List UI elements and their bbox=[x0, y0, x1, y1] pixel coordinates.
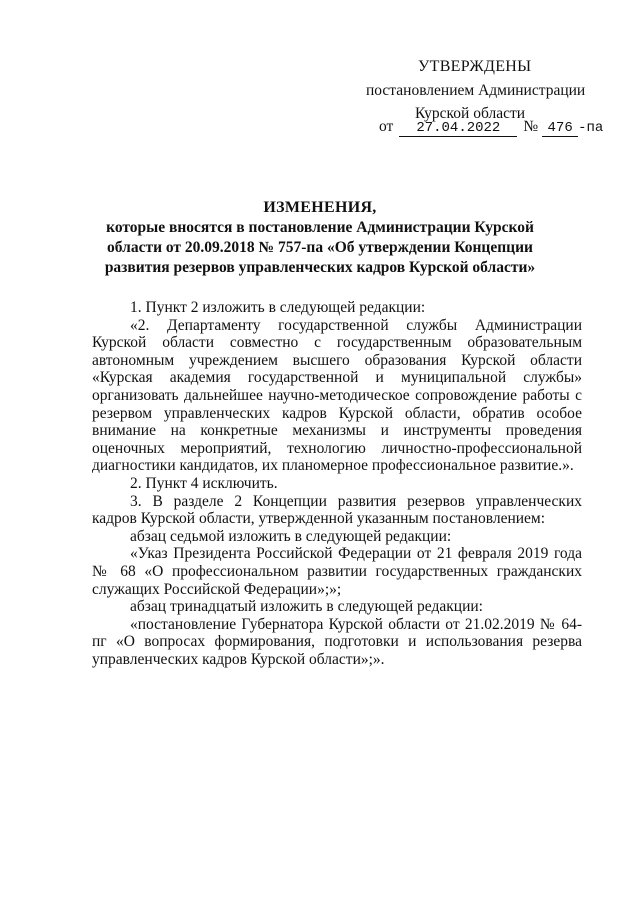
approval-title: УТВЕРЖДЕНЫ bbox=[418, 58, 532, 75]
heading-subtitle: которые вносятся в постановление Администрации Курской области от 20.09.2018 № 757-па «Об утверждении Концепции развития резервов управленческих кадров Курской области» bbox=[104, 219, 536, 276]
number-suffix: -па bbox=[578, 120, 604, 136]
approval-date-row bbox=[379, 118, 603, 137]
date-label: от bbox=[379, 118, 394, 135]
paragraph: «Указ Президента Российской Федерации от 21 февраля 2019 года № 68 «О профессиональном развитии государственных гражданских служащих Российской Федерации»;»; bbox=[92, 545, 582, 598]
number-label: № bbox=[523, 118, 539, 135]
heading-title: ИЗМЕНЕНИЯ, bbox=[263, 199, 377, 216]
paragraph: 1. Пункт 2 изложить в следующей редакции: bbox=[130, 299, 426, 316]
paragraph: «постановление Губернатора Курской области от 21.02.2019 № 64-пг «О вопросах формирования, подготовки и использования резерва управленческих кадров Курской области»;». bbox=[92, 615, 582, 668]
paragraph: абзац седьмой изложить в следующей редакции: bbox=[130, 527, 452, 545]
approval-by: постановлением Администрации bbox=[366, 82, 586, 99]
paragraph: 3. В разделе 2 Концепции развития резервов управленческих кадров Курской области, утвержденной указанным постановлением: bbox=[92, 492, 582, 528]
document-heading bbox=[92, 198, 548, 278]
number-value: 476 bbox=[542, 120, 578, 137]
document-body bbox=[92, 299, 582, 668]
paragraph: абзац тринадцатый изложить в следующей редакции: bbox=[130, 598, 483, 616]
paragraph: 2. Пункт 4 исключить. bbox=[130, 474, 278, 492]
date-value: 27.04.2022 bbox=[399, 120, 517, 137]
paragraph: «2. Департаменту государственной службы Администрации Курской области совместно с государственным образовательным автономным учреждением высшего образования Курской области «Курская академия государственной и муниципальной службы» организовать дальнейшее научно-методическое сопровождение работы с резервом управленческих кадров Курской области, обратив особое внимание на конкретные механизмы и инструменты проведения оценочных мероприятий, технологию личностно-профессиональной диагностики кандидатов, их планомерное профессиональное развитие.». bbox=[92, 316, 582, 475]
approval-region: Курской области bbox=[415, 105, 526, 122]
